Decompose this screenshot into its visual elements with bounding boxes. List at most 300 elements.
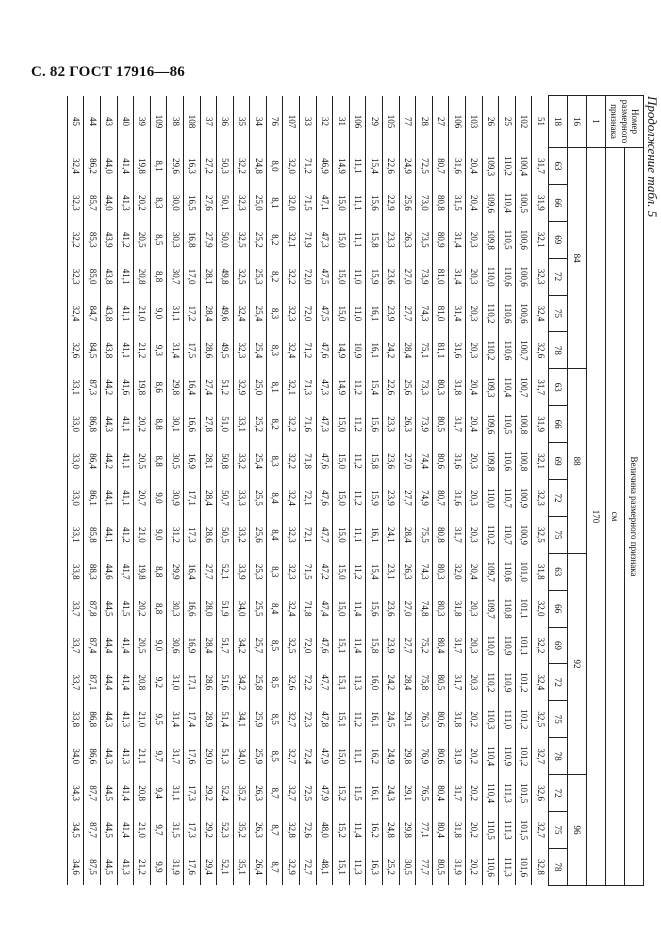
table-cell: 8,6 [150, 369, 167, 406]
table-cell: 72,7 [300, 848, 317, 885]
table-cell: 43,8 [100, 332, 117, 369]
table-cell: 29,2 [200, 775, 217, 812]
table-row [532, 96, 549, 886]
table-cell: 15,2 [333, 812, 350, 849]
table-cell: 32,2 [283, 406, 300, 443]
table-cell: 52,1 [217, 848, 234, 885]
table-cell: 110,0 [482, 258, 499, 295]
table-cell: 28,6 [200, 664, 217, 701]
table-cell: 21,0 [134, 516, 151, 553]
table-cell: 28,1 [200, 443, 217, 480]
table-cell: 101,0 [515, 553, 532, 590]
row-feature-number: 103 [466, 96, 483, 148]
table-cell: 44,1 [100, 516, 117, 553]
table-cell: 31,0 [167, 664, 184, 701]
table-cell: 109,6 [482, 406, 499, 443]
table-cell: 33,1 [233, 406, 250, 443]
table-cell: 76,3 [416, 701, 433, 738]
table-cell: 32,0 [283, 148, 300, 185]
row-feature-number: 34 [250, 96, 267, 148]
table-cell: 24,8 [250, 148, 267, 185]
table-cell: 73,9 [416, 406, 433, 443]
table-cell: 20,2 [466, 738, 483, 775]
table-cell: 47,4 [316, 590, 333, 627]
table-cell: 16,1 [366, 701, 383, 738]
table-cell: 25,4 [250, 295, 267, 332]
table-row [466, 96, 483, 886]
table-cell: 15,6 [366, 406, 383, 443]
table-cell: 30,3 [167, 221, 184, 258]
table-cell: 8,5 [266, 627, 283, 664]
table-cell: 8,4 [266, 516, 283, 553]
table-cell: 25,9 [250, 701, 267, 738]
table-cell: 32,2 [283, 443, 300, 480]
table-cell: 11,1 [349, 516, 366, 553]
table-cell: 31,8 [449, 701, 466, 738]
table-cell: 74,8 [416, 590, 433, 627]
table-cell: 8,1 [266, 369, 283, 406]
table-cell: 14,9 [333, 332, 350, 369]
table-cell: 44,0 [100, 148, 117, 185]
table-cell: 73,5 [416, 221, 433, 258]
table-cell: 21,1 [134, 738, 151, 775]
table-cell: 110,2 [482, 516, 499, 553]
table-cell: 31,7 [449, 627, 466, 664]
table-cell: 84,5 [84, 332, 101, 369]
table-cell: 41,1 [117, 332, 134, 369]
table-row [300, 96, 317, 886]
table-cell: 27,7 [399, 295, 416, 332]
table-cell: 33,0 [67, 406, 84, 443]
table-cell: 20,4 [466, 406, 483, 443]
table-cell: 31,7 [532, 148, 549, 185]
table-cell: 24,2 [383, 664, 400, 701]
header-hip-cell: 72 [549, 775, 568, 812]
table-cell: 20,5 [134, 443, 151, 480]
table-cell: 8,8 [150, 590, 167, 627]
table-cell: 30,7 [167, 258, 184, 295]
table-cell: 8,8 [150, 443, 167, 480]
table-cell: 28,4 [399, 516, 416, 553]
table-cell: 48,0 [316, 812, 333, 849]
table-cell: 20,4 [466, 184, 483, 221]
table-cell: 41,4 [117, 812, 134, 849]
table-cell: 15,0 [333, 480, 350, 517]
table-cell: 16,1 [366, 775, 383, 812]
table-cell: 11,0 [349, 295, 366, 332]
table-cell: 110,2 [499, 148, 516, 185]
table-cell: 34,6 [67, 848, 84, 885]
header-hip-cell: 75 [549, 812, 568, 849]
table-cell: 20,3 [466, 258, 483, 295]
header-group-96: 96 [568, 775, 587, 886]
table-cell: 47,5 [316, 295, 333, 332]
table-cell: 80,4 [432, 775, 449, 812]
table-row [316, 96, 333, 886]
table-cell: 25,3 [250, 258, 267, 295]
table-row [416, 96, 433, 886]
table-cell: 9,2 [150, 664, 167, 701]
table-cell: 15,0 [333, 553, 350, 590]
table-cell: 32,7 [532, 812, 549, 849]
table-cell: 11,1 [349, 184, 366, 221]
table-cell: 75,1 [416, 332, 433, 369]
table-cell: 24,9 [383, 738, 400, 775]
table-cell: 29,2 [200, 812, 217, 849]
table-cell: 110,4 [499, 369, 516, 406]
table-cell: 8,3 [266, 553, 283, 590]
table-cell: 100,7 [515, 332, 532, 369]
table-cell: 73,3 [416, 369, 433, 406]
table-cell: 44,4 [100, 664, 117, 701]
table-cell: 41,4 [117, 148, 134, 185]
table-cell: 110,2 [482, 332, 499, 369]
table-cell: 51,6 [217, 664, 234, 701]
row-feature-number: 105 [383, 96, 400, 148]
table-cell: 76,5 [416, 775, 433, 812]
table-cell: 32,0 [283, 184, 300, 221]
row-feature-number: 31 [333, 96, 350, 148]
table-cell: 23,6 [383, 590, 400, 627]
table-cell: 72,0 [300, 627, 317, 664]
table-cell: 41,1 [117, 406, 134, 443]
header-hip-cell: 69 [549, 627, 568, 664]
table-row [383, 96, 400, 886]
row-feature-number: 107 [283, 96, 300, 148]
table-row [167, 96, 184, 886]
table-cell: 25,4 [250, 332, 267, 369]
table-cell: 50,3 [217, 148, 234, 185]
table-cell: 47,6 [316, 627, 333, 664]
table-cell: 110,9 [499, 627, 516, 664]
table-cell: 80,9 [432, 221, 449, 258]
table-cell: 33,9 [233, 553, 250, 590]
table-cell: 101,2 [515, 701, 532, 738]
table-cell: 31,6 [449, 443, 466, 480]
table-cell: 101,2 [515, 738, 532, 775]
table-cell: 31,6 [449, 148, 466, 185]
table-cell: 30,5 [399, 848, 416, 885]
table-cell: 44,5 [100, 848, 117, 885]
table-cell: 28,1 [200, 258, 217, 295]
table-cell: 80,6 [432, 701, 449, 738]
table-cell: 20,3 [466, 516, 483, 553]
table-cell: 11,2 [349, 553, 366, 590]
table-cell: 73,9 [416, 258, 433, 295]
table-cell: 32,5 [532, 701, 549, 738]
table-cell: 50,5 [217, 516, 234, 553]
table-cell: 50,0 [217, 221, 234, 258]
table-cell: 43,8 [100, 295, 117, 332]
row-feature-number: 44 [84, 96, 101, 148]
table-cell: 31,2 [167, 516, 184, 553]
table-cell: 20,4 [466, 553, 483, 590]
table-cell: 20,2 [466, 812, 483, 849]
table-cell: 15,0 [333, 516, 350, 553]
table-cell: 15,8 [366, 221, 383, 258]
header-hip-cell: 75 [549, 295, 568, 332]
table-cell: 80,3 [432, 590, 449, 627]
table-cell: 8,2 [266, 221, 283, 258]
page-header: С. 82 ГОСТ 17916—86 [31, 64, 185, 80]
table-cell: 101,5 [515, 775, 532, 812]
row-feature-number: 39 [134, 96, 151, 148]
table-cell: 86,8 [84, 701, 101, 738]
table-cell: 27,8 [200, 406, 217, 443]
table-cell: 15,4 [366, 553, 383, 590]
table-cell: 11,2 [349, 480, 366, 517]
table-cell: 32,1 [283, 221, 300, 258]
header-hip-cell: 78 [549, 848, 568, 885]
table-row [217, 96, 234, 886]
table-cell: 25,0 [250, 369, 267, 406]
table-cell: 16,9 [183, 627, 200, 664]
table-cell: 28,6 [200, 516, 217, 553]
table-cell: 19,8 [134, 369, 151, 406]
table-cell: 50,8 [217, 443, 234, 480]
table-cell: 15,4 [366, 148, 383, 185]
table-cell: 110,0 [482, 627, 499, 664]
table-cell: 8,3 [266, 332, 283, 369]
table-cell: 25,6 [399, 184, 416, 221]
table-cell: 47,1 [316, 184, 333, 221]
table-row [117, 96, 134, 886]
header-number: Номер размерного признака [606, 96, 644, 148]
table-cell: 20,3 [466, 443, 483, 480]
table-cell: 72,4 [300, 738, 317, 775]
table-cell: 15,0 [333, 406, 350, 443]
table-row [432, 96, 449, 886]
header-hip-cell: 69 [549, 221, 568, 258]
table-cell: 32,1 [532, 443, 549, 480]
table-cell: 44,3 [100, 701, 117, 738]
table-cell: 31,7 [167, 738, 184, 775]
table-cell: 8,4 [266, 590, 283, 627]
table-cell: 8,0 [266, 148, 283, 185]
table-cell: 20,2 [134, 184, 151, 221]
table-row [515, 96, 532, 886]
table-cell: 30,5 [167, 443, 184, 480]
table-cell: 110,6 [499, 258, 516, 295]
table-cell: 31,9 [449, 848, 466, 885]
table-cell: 75,5 [416, 516, 433, 553]
table-cell: 31,6 [449, 332, 466, 369]
table-cell: 16,2 [366, 812, 383, 849]
table-cell: 87,7 [84, 812, 101, 849]
row-feature-number: 40 [117, 96, 134, 148]
table-cell: 86,6 [84, 738, 101, 775]
table-cell: 34,2 [233, 627, 250, 664]
table-cell: 87,1 [84, 664, 101, 701]
table-cell: 41,3 [117, 184, 134, 221]
table-cell: 8,1 [150, 148, 167, 185]
table-cell: 80,6 [432, 443, 449, 480]
header-hip-cell: 69 [549, 443, 568, 480]
table-cell: 32,2 [283, 258, 300, 295]
table-cell: 15,1 [333, 701, 350, 738]
table-cell: 31,7 [449, 516, 466, 553]
table-cell: 41,4 [117, 627, 134, 664]
table-cell: 100,9 [515, 480, 532, 517]
table-cell: 14,9 [333, 148, 350, 185]
table-row [349, 96, 366, 886]
table-cell: 80,3 [432, 369, 449, 406]
table-cell: 87,8 [84, 590, 101, 627]
header-group-92: 92 [568, 553, 587, 774]
table-cell: 80,7 [432, 148, 449, 185]
table-cell: 28,4 [399, 332, 416, 369]
table-cell: 32,3 [283, 516, 300, 553]
table-cell: 33,2 [233, 516, 250, 553]
table-cell: 110,5 [499, 406, 516, 443]
table-cell: 27,0 [399, 590, 416, 627]
table-cell: 101,1 [515, 590, 532, 627]
table-row [266, 96, 283, 886]
table-cell: 16,1 [366, 295, 383, 332]
header-hip-cell: 66 [549, 590, 568, 627]
table-row [333, 96, 350, 886]
table-cell: 15,1 [333, 848, 350, 885]
table-cell: 32,4 [283, 590, 300, 627]
header-hip-cell: 72 [549, 258, 568, 295]
table-cell: 72,5 [300, 775, 317, 812]
table-cell: 32,4 [283, 332, 300, 369]
table-cell: 47,9 [316, 738, 333, 775]
table-cell: 32,4 [233, 295, 250, 332]
table-cell: 72,1 [300, 516, 317, 553]
table-row [366, 96, 383, 886]
table-cell: 44,5 [100, 812, 117, 849]
table-cell: 71,2 [300, 148, 317, 185]
table-cell: 32,5 [233, 258, 250, 295]
table-cell: 15,0 [333, 738, 350, 775]
header-group-88: 88 [568, 369, 587, 553]
table-cell: 11,2 [349, 406, 366, 443]
table-row [183, 96, 200, 886]
header-hip-cell: 75 [549, 701, 568, 738]
table-cell: 41,3 [117, 848, 134, 885]
table-cell: 21,2 [134, 332, 151, 369]
table-cell: 71,8 [300, 443, 317, 480]
table-row [100, 96, 117, 886]
header-hip-cell: 78 [549, 738, 568, 775]
table-cell: 44,2 [100, 369, 117, 406]
table-cell: 33,7 [67, 590, 84, 627]
table-cell: 81,1 [432, 332, 449, 369]
table-cell: 81,0 [432, 295, 449, 332]
table-cell: 32,4 [67, 148, 84, 185]
table-cell: 30,0 [167, 184, 184, 221]
table-cell: 27,9 [200, 221, 217, 258]
table-cell: 16,1 [366, 516, 383, 553]
table-row [233, 96, 250, 886]
table-row [449, 96, 466, 886]
header-hip-cell: 72 [549, 664, 568, 701]
table-cell: 27,2 [200, 148, 217, 185]
table-cell: 51,7 [217, 627, 234, 664]
table-cell: 111,3 [499, 812, 516, 849]
table-cell: 100,4 [515, 148, 532, 185]
table-cell: 20,2 [466, 775, 483, 812]
table-cell: 47,7 [316, 516, 333, 553]
table-cell: 28,4 [200, 295, 217, 332]
table-cell: 101,5 [515, 812, 532, 849]
table-cell: 41,3 [117, 738, 134, 775]
table-cell: 8,5 [266, 701, 283, 738]
row-feature-number: 25 [499, 96, 516, 148]
table-cell: 20,3 [466, 664, 483, 701]
table-cell: 41,5 [117, 590, 134, 627]
table-row [499, 96, 516, 886]
table-row [150, 96, 167, 886]
table-cell: 85,3 [84, 221, 101, 258]
table-cell: 110,2 [482, 295, 499, 332]
row-feature-number: 28 [416, 96, 433, 148]
table-cell: 16,3 [183, 148, 200, 185]
table-cell: 31,5 [449, 184, 466, 221]
table-cell: 22,9 [383, 184, 400, 221]
table-cell: 9,0 [150, 627, 167, 664]
row-feature-number: 38 [167, 96, 184, 148]
table-cell: 77,7 [416, 848, 433, 885]
table-cell: 15,0 [333, 258, 350, 295]
table-cell: 43,9 [100, 221, 117, 258]
table-cell: 16,0 [366, 664, 383, 701]
table-cell: 80,4 [432, 627, 449, 664]
table-cell: 41,1 [117, 480, 134, 517]
table-row [134, 96, 151, 886]
table-cell: 47,9 [316, 775, 333, 812]
table-cell: 87,3 [84, 369, 101, 406]
table-cell: 85,0 [84, 258, 101, 295]
table-cell: 15,1 [333, 627, 350, 664]
table-cell: 32,5 [283, 627, 300, 664]
table-cell: 110,2 [482, 664, 499, 701]
table-cell: 16,1 [366, 332, 383, 369]
table-cell: 33,0 [67, 480, 84, 517]
table-cell: 34,0 [233, 738, 250, 775]
table-caption: Продолжение табл. 5 [645, 96, 660, 218]
table-cell: 33,1 [67, 369, 84, 406]
table-cell: 20,3 [466, 221, 483, 258]
table-cell: 14,9 [333, 369, 350, 406]
table-cell: 81,0 [432, 258, 449, 295]
table-cell: 47,2 [316, 553, 333, 590]
table-cell: 74,9 [416, 480, 433, 517]
table-cell: 9,5 [150, 701, 167, 738]
table-cell: 31,4 [449, 221, 466, 258]
table-cell: 31,4 [167, 701, 184, 738]
header-hip-cell: 78 [549, 332, 568, 369]
table-cell: 28,9 [200, 701, 217, 738]
sizes-table [67, 95, 644, 886]
table-cell: 32,6 [532, 775, 549, 812]
table-cell: 33,2 [233, 443, 250, 480]
table-cell: 32,3 [233, 332, 250, 369]
table-cell: 52,4 [217, 775, 234, 812]
table-cell: 52,3 [217, 812, 234, 849]
table-cell: 29,8 [167, 369, 184, 406]
table-cell: 33,8 [67, 553, 84, 590]
table-cell: 32,2 [67, 221, 84, 258]
table-row [250, 96, 267, 886]
table-cell: 26,3 [399, 406, 416, 443]
table-cell: 20,8 [134, 258, 151, 295]
table-cell: 15,9 [366, 480, 383, 517]
table-cell: 16,5 [183, 184, 200, 221]
table-cell: 17,3 [183, 812, 200, 849]
row-feature-number: 43 [100, 96, 117, 148]
